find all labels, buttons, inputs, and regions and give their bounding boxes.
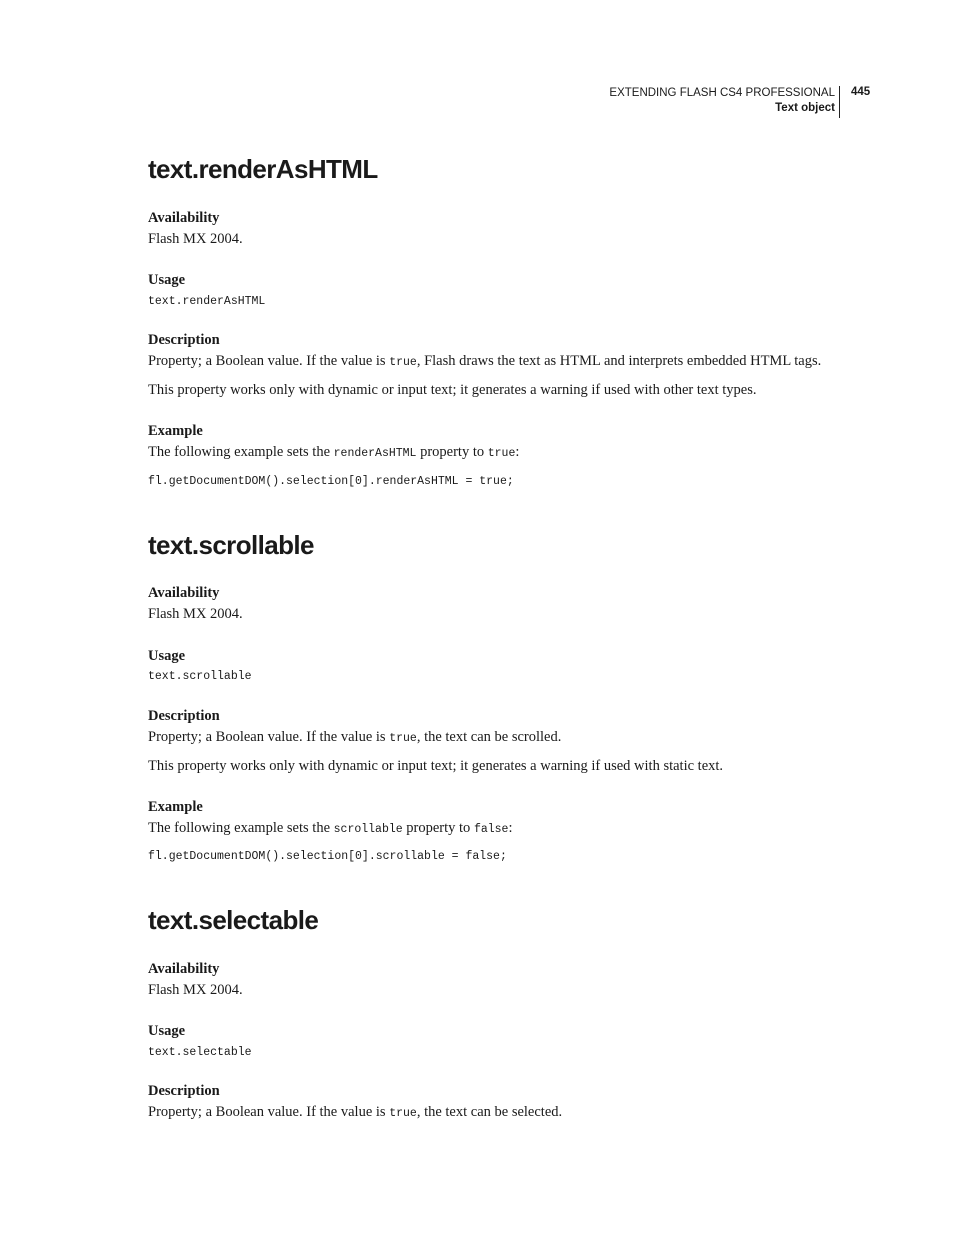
example-code: true [487, 447, 516, 460]
example-text: : [515, 444, 520, 460]
availability-text: Flash MX 2004. [148, 982, 243, 998]
desc-text: Property; a Boolean value. If the value is [148, 729, 390, 745]
heading-render-as-html: text.renderAsHTML [148, 154, 378, 184]
example-paragraph [148, 444, 519, 461]
example-text: The following example sets the [148, 444, 334, 460]
description-label: Description [148, 1083, 220, 1099]
description-paragraph-2: This property works only with dynamic or input text; it generates a warning if used with static text. [148, 758, 724, 774]
desc-code: true [389, 732, 417, 745]
usage-label: Usage [148, 272, 186, 288]
example-text: property to [402, 820, 474, 836]
usage-code: text.selectable [148, 1046, 252, 1059]
example-text: property to [416, 444, 488, 460]
heading-selectable: text.selectable [148, 905, 319, 935]
section-title: Text object [775, 102, 835, 114]
example-paragraph [148, 820, 512, 837]
availability-label: Availability [148, 210, 220, 226]
example-code-block: fl.getDocumentDOM().selection[0].renderAsHTML = true; [148, 475, 514, 488]
desc-text: , the text can be selected. [416, 1104, 563, 1120]
example-code: false [473, 823, 509, 836]
desc-text: Property; a Boolean value. If the value is [148, 1104, 390, 1120]
description-label: Description [148, 332, 220, 348]
example-text: : [508, 820, 513, 836]
description-label: Description [148, 708, 220, 724]
page-number: 445 [851, 86, 871, 98]
usage-code: text.renderAsHTML [148, 295, 266, 308]
usage-label: Usage [148, 648, 186, 664]
example-code: scrollable [333, 823, 403, 836]
usage-label: Usage [148, 1023, 186, 1039]
book-title: EXTENDING FLASH CS4 PROFESSIONAL [609, 87, 835, 99]
description-paragraph [148, 353, 821, 370]
desc-code: true [389, 356, 417, 369]
running-header [609, 86, 840, 118]
desc-code: true [389, 1107, 417, 1120]
description-paragraph [148, 729, 561, 746]
availability-text: Flash MX 2004. [148, 231, 243, 247]
example-text: The following example sets the [148, 820, 334, 836]
example-code: renderAsHTML [333, 447, 417, 460]
availability-text: Flash MX 2004. [148, 606, 243, 622]
example-label: Example [148, 423, 203, 439]
availability-label: Availability [148, 585, 220, 601]
description-paragraph-2: This property works only with dynamic or input text; it generates a warning if used with other text types. [148, 382, 757, 398]
example-code-block: fl.getDocumentDOM().selection[0].scrollable = false; [148, 850, 507, 863]
heading-scrollable: text.scrollable [148, 530, 314, 560]
desc-text: Property; a Boolean value. If the value is [148, 353, 390, 369]
desc-text: , Flash draws the text as HTML and interprets embedded HTML tags. [416, 353, 822, 369]
availability-label: Availability [148, 961, 220, 977]
desc-text: , the text can be scrolled. [416, 729, 562, 745]
usage-code: text.scrollable [148, 670, 252, 683]
example-label: Example [148, 799, 203, 815]
description-paragraph [148, 1104, 562, 1121]
